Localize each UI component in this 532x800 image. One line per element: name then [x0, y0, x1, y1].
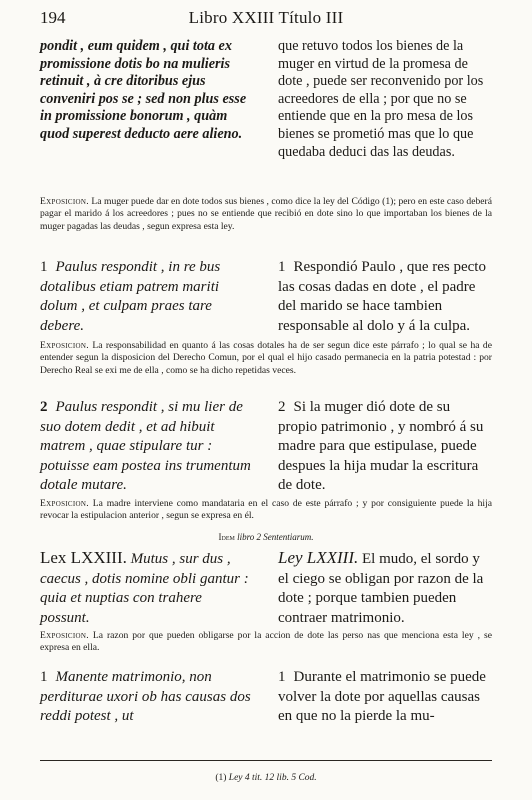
section-number: 2: [278, 399, 286, 415]
section-number: 1: [278, 259, 286, 275]
running-title: Libro XXIII Título III: [188, 8, 344, 27]
exposition-text: La madre interviene como mandataria en el caso de este párrafo ; y por consiguiente puede la hija revocar la estipulacion anterior , segun se expresa en él.: [40, 498, 492, 522]
footnote-rule: [40, 760, 492, 761]
spanish-column-s1: [278, 258, 492, 336]
spanish-text: El mudo, el sordo y el ciego se obligan por razon de la dote ; porque tambien pueden contraer matrimonio.: [278, 551, 484, 626]
section-number: 2: [40, 399, 48, 415]
exposition-label: Exposicion.: [40, 630, 89, 641]
spanish-column-s3: [278, 668, 492, 727]
section-number: 1: [278, 669, 286, 685]
footnote: [40, 773, 492, 783]
section-3-columns: [40, 668, 492, 727]
section-number: 1: [40, 259, 48, 275]
top-text-columns: [40, 38, 492, 161]
spanish-text: Durante el matrimonio se puede volver la dote por aquellas causas en que no la pierde la mu-: [278, 669, 486, 724]
exposition-2: [40, 340, 492, 377]
footnote-text: Ley 4 tit. 12 lib. 5 Cod.: [228, 773, 317, 783]
source-line: [40, 532, 492, 542]
latin-column-s1: [40, 258, 252, 336]
exposition-text: La razon por que pueden obligarse por la accion de dote las perso nas que menciona esta ley , se expresa en ella.: [40, 630, 492, 654]
section-number: 1: [40, 669, 48, 685]
lex-columns: [40, 548, 492, 628]
source-label: Idem: [218, 532, 235, 542]
section-2-columns: [40, 398, 492, 496]
spanish-text: Respondió Paulo , que res pecto las cosas dadas en dote , el padre del marido se hace tambien responsable al dolo y á la culpa.: [278, 259, 486, 334]
spanish-column-lex: [278, 548, 492, 628]
latin-text: Paulus respondit , si mu lier de suo dotem dedit , et ad hibuit matrem , quae stipulare tur : potuisse eam postea ins trumentum dotale mutare.: [40, 399, 251, 493]
ley-heading: Ley LXXIII.: [278, 548, 359, 567]
latin-column-lex: [40, 548, 252, 628]
exposition-1: [40, 196, 492, 233]
exposition-4: [40, 630, 492, 655]
exposition-label: Exposicion.: [40, 498, 89, 509]
lex-heading: Lex LXXIII.: [40, 548, 127, 567]
footnote-mark: (1): [215, 773, 227, 783]
latin-text: Mutus , sur dus , caecus , dotis nomine obli gantur : quia et nuptias con trahere possunt.: [40, 551, 249, 626]
spanish-text: Si la muger dió dote de su propio patrimonio , y nombró á su madre para que estipulase, puede despues la hija mudar la escritura de dote.: [278, 399, 484, 493]
spanish-column-top: que retuvo todos los bienes de la muger en virtud de la promesa de dote , puede ser reconvenido por los acreedores de ella ; por que no se entiende que en la pro mesa de los bienes se prometió mas que lo que quedaba deduci das las deudas.: [278, 38, 484, 160]
exposition-3: [40, 498, 492, 523]
latin-column-s2: [40, 398, 252, 496]
latin-text: Manente matrimonio, non perditurae uxori ob has causas dos reddi potest , ut: [40, 669, 251, 724]
running-header: [40, 8, 492, 30]
latin-text: Paulus respondit , in re bus dotalibus etiam patrem mariti dolum , et culpam praes tare debere.: [40, 259, 221, 334]
source-text: libro 2 Sententiarum.: [237, 532, 314, 542]
exposition-label: Exposicion.: [40, 196, 89, 207]
exposition-text: La muger puede dar en dote todos sus bienes , como dice la ley del Código (1); pero en este caso deberá pagar el marido á los acreedores ; pues no se entiende que recibió en dote sino lo que importaban los bienes de la muger pagadas las deudas , segun expresa esta ley.: [40, 196, 492, 232]
spanish-column-s2: [278, 398, 492, 496]
page-number: 194: [40, 8, 66, 27]
section-1-columns: [40, 258, 492, 336]
exposition-text: La responsabilidad en quanto á las cosas dotales ha de ser segun dice este párrafo ; lo qual se ha de entender segun la disposicion del Derecho Comun, por el qual el hijo casado permanecia en la patria potestad : por Derecho Real se exi me de ella , como se ha dicho repetidas veces.: [40, 340, 492, 376]
latin-column-s3: [40, 668, 252, 727]
exposition-label: Exposicion.: [40, 340, 89, 351]
latin-column-top: pondit , eum quidem , qui tota ex promissione dotis bo na mulieris retinuit , à cre ditoribus ejus conveniri pos se ; sed non plus esse in promissione bonorum , quàm quod superest deducto aere alieno.: [40, 38, 247, 142]
